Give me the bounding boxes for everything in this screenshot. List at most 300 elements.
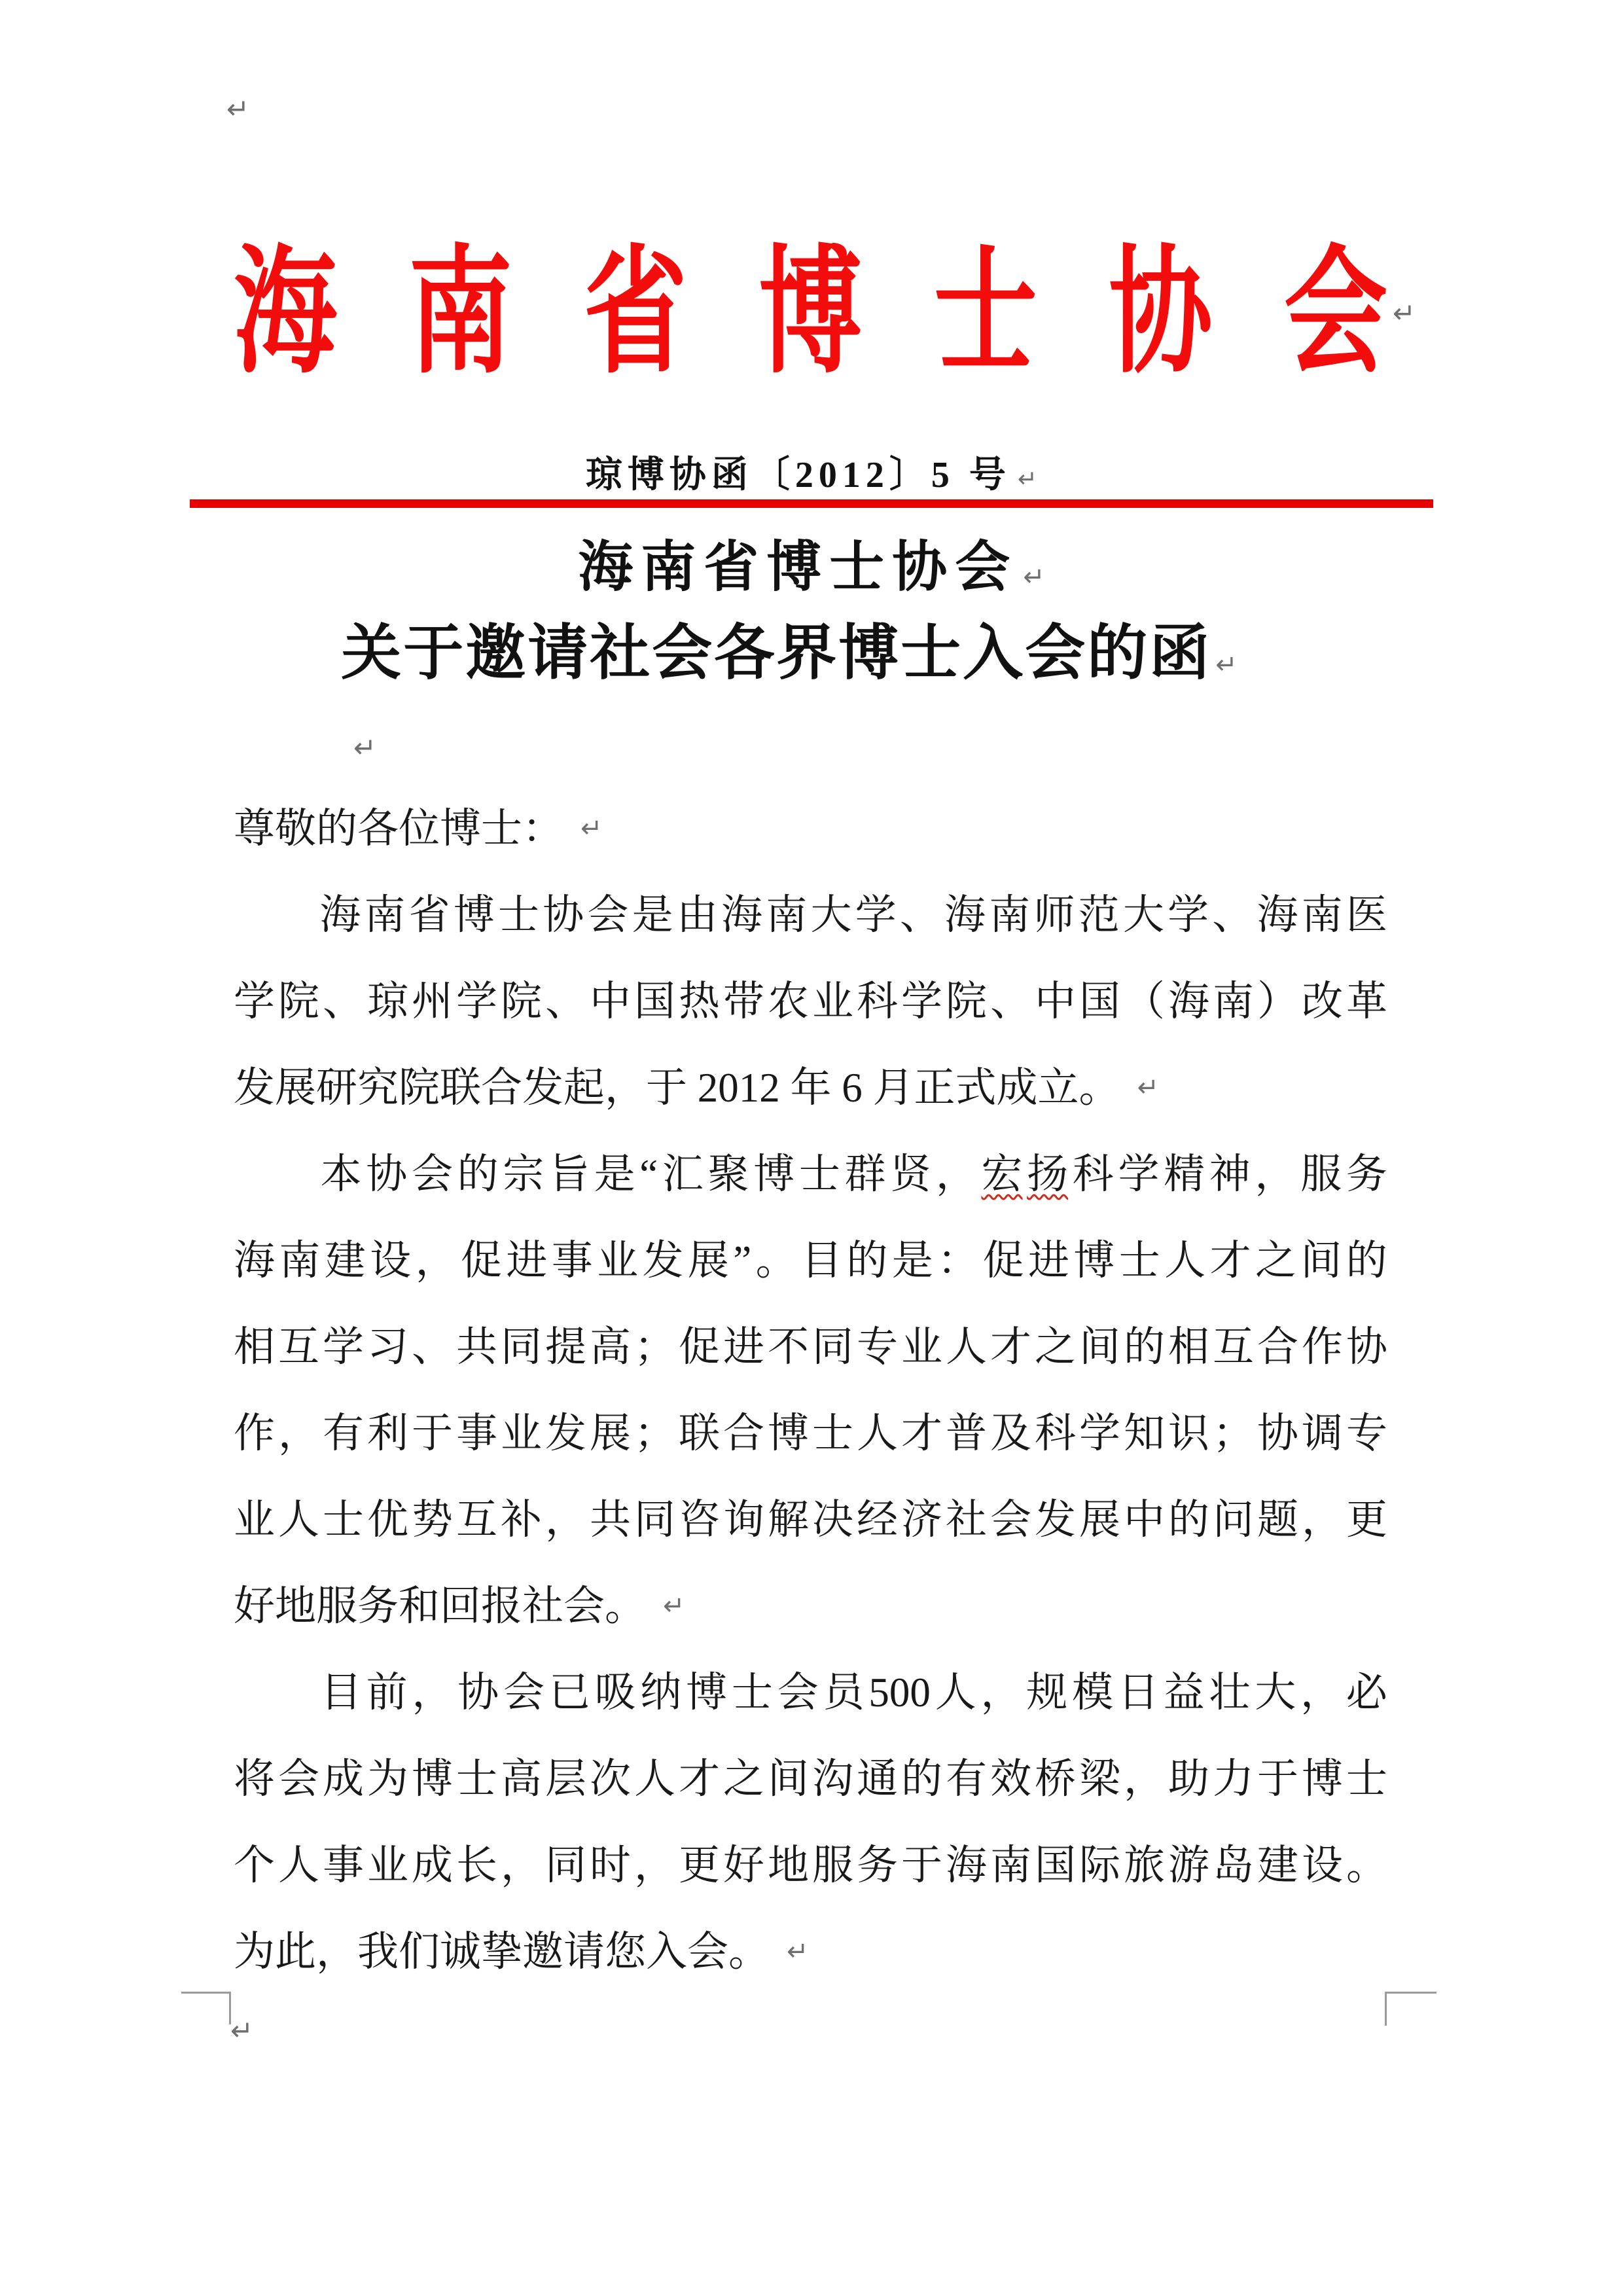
body-char: 作 bbox=[234, 1410, 275, 1456]
paragraph-mark-icon: ↵ bbox=[1023, 562, 1045, 592]
body-char: 南 bbox=[989, 891, 1031, 938]
body-char: 决 bbox=[812, 1496, 853, 1543]
body-char: ， bbox=[545, 1496, 586, 1543]
body-char: 海 bbox=[721, 891, 763, 938]
body-char: 农 bbox=[768, 978, 809, 1024]
body-text bbox=[234, 785, 1387, 1995]
body-line bbox=[234, 958, 1387, 1045]
body-char: 成 bbox=[412, 1842, 453, 1888]
body-char: 南 bbox=[364, 891, 406, 938]
body-char: 学 bbox=[323, 1323, 364, 1370]
body-char: 海 bbox=[946, 1842, 987, 1888]
body-char: 询 bbox=[723, 1496, 764, 1543]
body-char: 宏 bbox=[981, 1151, 1023, 1197]
body-line bbox=[234, 1649, 1387, 1736]
body-char: 梁 bbox=[1079, 1755, 1120, 1802]
body-char: 范 bbox=[1078, 891, 1120, 938]
body-char: 专 bbox=[857, 1323, 898, 1370]
body-char: 发 bbox=[642, 1237, 684, 1283]
body-line bbox=[234, 1045, 1387, 1131]
body-char: ， bbox=[1124, 1755, 1165, 1802]
body-char: ， bbox=[1302, 1496, 1343, 1543]
body-char: 事 bbox=[323, 1842, 364, 1888]
body-char: 中 bbox=[590, 978, 631, 1024]
body-char: 进 bbox=[506, 1237, 548, 1283]
body-char: 旅 bbox=[1124, 1842, 1165, 1888]
body-char: 博 bbox=[1073, 1237, 1115, 1283]
body-char: 有 bbox=[323, 1410, 364, 1456]
body-char: 精 bbox=[1164, 1151, 1205, 1197]
body-char: 科 bbox=[857, 978, 898, 1024]
body-char: 人 bbox=[278, 1496, 319, 1543]
body-char: 次 bbox=[590, 1755, 631, 1802]
body-char: 、 bbox=[323, 978, 364, 1024]
paragraph-mark-icon: ↵ bbox=[353, 732, 377, 764]
body-char: 由 bbox=[676, 891, 718, 938]
body-char: 协 bbox=[1346, 1323, 1387, 1370]
paragraph-mark-icon: ↵ bbox=[226, 93, 250, 125]
body-char: 间 bbox=[1079, 1323, 1120, 1370]
body-char: 旨 bbox=[548, 1151, 590, 1197]
body-char: 会 bbox=[278, 1755, 319, 1802]
body-char: 。 bbox=[1346, 1842, 1387, 1888]
body-char: 才 bbox=[1209, 1237, 1251, 1283]
body-char: 同 bbox=[634, 1496, 675, 1543]
body-char: 及 bbox=[990, 1410, 1031, 1456]
paragraph-mark-icon: ↵ bbox=[1137, 1073, 1160, 1103]
body-char: 设 bbox=[370, 1237, 412, 1283]
body-line bbox=[234, 1131, 1387, 1217]
body-char: 同 bbox=[501, 1323, 542, 1370]
body-char: 士 bbox=[812, 1410, 853, 1456]
body-char: 势 bbox=[412, 1496, 453, 1543]
body-char: 于 bbox=[412, 1410, 453, 1456]
body-char: 是 bbox=[632, 891, 673, 938]
document-title-line2-wrap bbox=[0, 620, 1578, 687]
body-char: 长 bbox=[456, 1842, 497, 1888]
body-char: 大 bbox=[810, 891, 852, 938]
body-char: 互 bbox=[1213, 1323, 1254, 1370]
text-boundary-corner-left bbox=[181, 1992, 231, 2024]
body-char: 海 bbox=[319, 891, 361, 938]
body-char: 南 bbox=[766, 891, 808, 938]
body-char: 协 bbox=[366, 1151, 408, 1197]
body-char: 士 bbox=[323, 1496, 364, 1543]
body-char: 必 bbox=[1346, 1669, 1387, 1715]
body-char: 聚 bbox=[707, 1151, 749, 1197]
body-char: 共 bbox=[590, 1496, 631, 1543]
body-char: 优 bbox=[367, 1496, 408, 1543]
body-char: 设 bbox=[1302, 1842, 1343, 1888]
body-char: 前 bbox=[366, 1669, 408, 1715]
body-char: 成 bbox=[323, 1755, 364, 1802]
body-char: 专 bbox=[1346, 1410, 1387, 1456]
body-char: 展 bbox=[1079, 1496, 1120, 1543]
body-char: 学 bbox=[1118, 1151, 1160, 1197]
body-char: ， bbox=[1300, 1669, 1342, 1715]
paragraph-mark-icon: ↵ bbox=[1393, 297, 1416, 329]
paragraph-mark-icon: ↵ bbox=[580, 814, 603, 844]
body-char: ， bbox=[980, 1669, 1022, 1715]
body-char: 建 bbox=[1257, 1842, 1298, 1888]
body-char: 目 bbox=[801, 1237, 843, 1283]
paragraph-mark-icon: ↵ bbox=[663, 1591, 685, 1621]
body-char: 南 bbox=[990, 1842, 1031, 1888]
body-char: 会 bbox=[411, 1151, 453, 1197]
body-char: 服 bbox=[1300, 1151, 1342, 1197]
body-char: 业 bbox=[501, 1410, 542, 1456]
body-char: 习 bbox=[367, 1323, 408, 1370]
org-title-char: 协 bbox=[1109, 238, 1213, 390]
body-char: ） bbox=[1257, 978, 1298, 1024]
body-char: 业 bbox=[812, 978, 853, 1024]
body-line bbox=[234, 1822, 1387, 1909]
org-title-char: 会 bbox=[1284, 238, 1387, 390]
body-char: 之 bbox=[723, 1755, 764, 1802]
letterhead-org-title bbox=[234, 238, 1387, 390]
body-char: 个 bbox=[234, 1842, 275, 1888]
document-title-line2: 关于邀请社会各界博士入会的函 bbox=[341, 620, 1212, 687]
body-char: 的 bbox=[901, 1755, 942, 1802]
body-char: 、 bbox=[899, 891, 941, 938]
body-char: 师 bbox=[1033, 891, 1075, 938]
org-title-char: 南 bbox=[408, 238, 512, 390]
body-char: 博 bbox=[412, 1755, 453, 1802]
body-char: 调 bbox=[1302, 1410, 1343, 1456]
body-char: ， bbox=[415, 1237, 457, 1283]
org-title-char: 博 bbox=[758, 238, 863, 390]
document-number-line bbox=[0, 454, 1623, 496]
body-char: 士 bbox=[1346, 1755, 1387, 1802]
body-char: ， bbox=[634, 1842, 675, 1888]
body-char: 之 bbox=[1255, 1237, 1296, 1283]
body-char: 博 bbox=[768, 1410, 809, 1456]
body-char: 士 bbox=[1118, 1237, 1160, 1283]
body-char: 贤 bbox=[890, 1151, 932, 1197]
body-char: 热 bbox=[679, 978, 720, 1024]
body-char: 人 bbox=[278, 1842, 319, 1888]
body-char: 海 bbox=[234, 1237, 275, 1283]
body-char: 州 bbox=[412, 978, 453, 1024]
body-char: 扬 bbox=[1027, 1151, 1069, 1197]
body-char: 协 bbox=[1257, 1410, 1298, 1456]
body-char: ， bbox=[501, 1842, 542, 1888]
body-char: 士 bbox=[798, 1151, 840, 1197]
body-char: 人 bbox=[946, 1323, 987, 1370]
body-char: ” bbox=[733, 1237, 752, 1283]
body-char: 革 bbox=[1346, 978, 1387, 1024]
body-char: 是 bbox=[594, 1151, 635, 1197]
body-char: 经 bbox=[857, 1496, 898, 1543]
body-char: 社 bbox=[946, 1496, 987, 1543]
body-char: 业 bbox=[901, 1323, 942, 1370]
body-char: 、 bbox=[545, 978, 586, 1024]
body-char: 会 bbox=[587, 891, 629, 938]
body-char: 、 bbox=[990, 978, 1031, 1024]
body-char: 的 bbox=[1346, 1237, 1387, 1283]
body-char: 层 bbox=[545, 1755, 586, 1802]
body-char: 咨 bbox=[679, 1496, 720, 1543]
document-number: 琼博协函〔2012〕5 号 bbox=[585, 455, 1011, 495]
body-char: 的 bbox=[457, 1151, 499, 1197]
body-line-text: 为此，我们诚挚邀请您入会。 bbox=[234, 1928, 770, 1975]
body-char: 同 bbox=[812, 1323, 853, 1370]
body-char: ， bbox=[278, 1410, 319, 1456]
body-char: 相 bbox=[1168, 1323, 1209, 1370]
body-char: 科 bbox=[1035, 1410, 1076, 1456]
body-char: 吸 bbox=[594, 1669, 636, 1715]
body-char: 士 bbox=[498, 891, 540, 938]
body-char: 博 bbox=[453, 891, 495, 938]
body-char: 业 bbox=[234, 1496, 275, 1543]
body-char: ， bbox=[935, 1151, 977, 1197]
body-char: 学 bbox=[234, 978, 275, 1024]
body-char: 人 bbox=[634, 1755, 675, 1802]
body-char: 业 bbox=[597, 1237, 639, 1283]
body-char: “ bbox=[639, 1151, 658, 1197]
body-char: 际 bbox=[1079, 1842, 1120, 1888]
body-char: 省 bbox=[408, 891, 450, 938]
body-char: 中 bbox=[1035, 978, 1076, 1024]
body-char: 好 bbox=[723, 1842, 764, 1888]
body-char: 会 bbox=[503, 1669, 544, 1715]
body-char: 知 bbox=[1124, 1410, 1165, 1456]
body-char: 发 bbox=[545, 1410, 586, 1456]
body-char: 博 bbox=[1302, 1755, 1343, 1802]
body-char: 医 bbox=[1346, 891, 1387, 938]
text-boundary-corner-right bbox=[1385, 1992, 1436, 2026]
paragraph-mark-icon: ↵ bbox=[230, 2015, 254, 2047]
document-title-line1-wrap bbox=[0, 537, 1623, 598]
body-char: 会 bbox=[990, 1496, 1031, 1543]
body-char: 进 bbox=[1028, 1237, 1069, 1283]
body-char: 大 bbox=[1122, 891, 1164, 938]
body-char: 桥 bbox=[1035, 1755, 1076, 1802]
body-char: ， bbox=[1255, 1151, 1296, 1197]
body-char: 海 bbox=[1257, 891, 1298, 938]
body-char: 作 bbox=[1302, 1323, 1343, 1370]
body-char: ； bbox=[634, 1323, 675, 1370]
body-char: 院 bbox=[278, 978, 319, 1024]
body-char: 沟 bbox=[812, 1755, 853, 1802]
body-char: 南 bbox=[1301, 891, 1343, 938]
body-char: 南 bbox=[279, 1237, 321, 1283]
body-char: 壮 bbox=[1209, 1669, 1251, 1715]
body-char: 国 bbox=[1079, 978, 1120, 1024]
body-char: 才 bbox=[990, 1323, 1031, 1370]
body-char: 促 bbox=[460, 1237, 502, 1283]
body-char: 国 bbox=[634, 978, 675, 1024]
body-char: 才 bbox=[901, 1410, 942, 1456]
body-char: 于 bbox=[901, 1842, 942, 1888]
paragraph-mark-icon: ↵ bbox=[1215, 650, 1238, 680]
body-char: 国 bbox=[1035, 1842, 1076, 1888]
body-char: 促 bbox=[982, 1237, 1024, 1283]
body-char: 联 bbox=[679, 1410, 720, 1456]
body-char: 士 bbox=[456, 1755, 497, 1802]
body-char: 士 bbox=[731, 1669, 773, 1715]
body-char: 益 bbox=[1163, 1669, 1205, 1715]
body-char: 群 bbox=[844, 1151, 886, 1197]
body-char: 南 bbox=[1213, 978, 1254, 1024]
body-char: 才 bbox=[679, 1755, 720, 1802]
body-char: 问 bbox=[1213, 1496, 1254, 1543]
body-char: 人 bbox=[935, 1669, 976, 1715]
body-char: 海 bbox=[1168, 978, 1209, 1024]
body-char: 宗 bbox=[503, 1151, 544, 1197]
body-char: 业 bbox=[367, 1842, 408, 1888]
body-char: 促 bbox=[679, 1323, 720, 1370]
body-char: 、 bbox=[1212, 891, 1254, 938]
body-char: 相 bbox=[234, 1323, 275, 1370]
body-char: 学 bbox=[855, 891, 897, 938]
body-char: 间 bbox=[768, 1755, 809, 1802]
body-char: 解 bbox=[768, 1496, 809, 1543]
body-char: 的 bbox=[1124, 1323, 1165, 1370]
body-char: 题 bbox=[1257, 1496, 1298, 1543]
body-line-text: 好地服务和回报社会。 bbox=[234, 1583, 646, 1629]
body-char: 博 bbox=[686, 1669, 728, 1715]
body-char: 员 bbox=[823, 1669, 865, 1715]
body-char: 力 bbox=[1213, 1755, 1254, 1802]
body-char: 时 bbox=[590, 1842, 631, 1888]
body-line bbox=[234, 1304, 1387, 1390]
body-char: 、 bbox=[412, 1323, 453, 1370]
body-char: （ bbox=[1124, 978, 1165, 1024]
body-line bbox=[234, 1909, 1387, 1995]
body-char: 的 bbox=[1168, 1496, 1209, 1543]
body-char: 改 bbox=[1302, 978, 1343, 1024]
document-title-line1: 海南省博士协会 bbox=[578, 537, 1018, 598]
body-char: 建 bbox=[324, 1237, 366, 1283]
body-char: 服 bbox=[812, 1842, 853, 1888]
body-char: 日 bbox=[1117, 1669, 1159, 1715]
body-char: 提 bbox=[545, 1323, 586, 1370]
body-char: 本 bbox=[320, 1151, 362, 1197]
body-char: 博 bbox=[753, 1151, 795, 1197]
body-char: 事 bbox=[456, 1410, 497, 1456]
body-char: 补 bbox=[501, 1496, 542, 1543]
body-char: 互 bbox=[456, 1496, 497, 1543]
body-char: 是 bbox=[891, 1237, 933, 1283]
body-char: 间 bbox=[1300, 1237, 1342, 1283]
body-line bbox=[234, 1390, 1387, 1477]
body-char: ； bbox=[1213, 1410, 1254, 1456]
body-char: 合 bbox=[723, 1410, 764, 1456]
body-char: 的 bbox=[846, 1237, 888, 1283]
body-char: 同 bbox=[545, 1842, 586, 1888]
body-char: 已 bbox=[548, 1669, 590, 1715]
body-char: 不 bbox=[768, 1323, 809, 1370]
body-char: 普 bbox=[946, 1410, 987, 1456]
body-char: 高 bbox=[590, 1323, 631, 1370]
body-char: 利 bbox=[367, 1410, 408, 1456]
body-char: 院 bbox=[501, 978, 542, 1024]
body-char: 会 bbox=[777, 1669, 819, 1715]
body-char: 更 bbox=[1346, 1496, 1387, 1543]
body-char: 地 bbox=[768, 1842, 809, 1888]
body-char: 务 bbox=[857, 1842, 898, 1888]
body-char: 海 bbox=[944, 891, 986, 938]
body-char: 有 bbox=[946, 1755, 987, 1802]
body-char: 通 bbox=[857, 1755, 898, 1802]
body-char: 带 bbox=[723, 978, 764, 1024]
body-char: 纳 bbox=[640, 1669, 682, 1715]
body-char: 协 bbox=[543, 891, 584, 938]
body-line bbox=[234, 1217, 1387, 1304]
body-line-text: 尊敬的各位博士： bbox=[234, 805, 563, 852]
body-line bbox=[234, 785, 1387, 872]
body-char: 协 bbox=[457, 1669, 499, 1715]
body-line bbox=[234, 1563, 1387, 1649]
body-char: 大 bbox=[1255, 1669, 1296, 1715]
body-char: 发 bbox=[1035, 1496, 1076, 1543]
body-char: 进 bbox=[723, 1323, 764, 1370]
body-char: 科 bbox=[1072, 1151, 1114, 1197]
body-char: 事 bbox=[551, 1237, 593, 1283]
body-char: 模 bbox=[1072, 1669, 1114, 1715]
body-char: 于 bbox=[1257, 1755, 1298, 1802]
body-char: ： bbox=[937, 1237, 979, 1283]
body-char: 合 bbox=[1257, 1323, 1298, 1370]
body-char: 为 bbox=[367, 1755, 408, 1802]
body-char: 人 bbox=[1164, 1237, 1206, 1283]
body-char: 人 bbox=[857, 1410, 898, 1456]
body-line bbox=[234, 1477, 1387, 1563]
body-char: 展 bbox=[687, 1237, 729, 1283]
body-char: 院 bbox=[946, 978, 987, 1024]
body-char: 济 bbox=[901, 1496, 942, 1543]
body-line-text: 发展研究院联合发起，于 2012 年 6 月正式成立。 bbox=[234, 1064, 1120, 1111]
body-char: 展 bbox=[590, 1410, 631, 1456]
body-char: 助 bbox=[1168, 1755, 1209, 1802]
body-char: 。 bbox=[755, 1237, 797, 1283]
org-title-char: 海 bbox=[234, 238, 337, 390]
body-char: 更 bbox=[679, 1842, 720, 1888]
body-line bbox=[234, 872, 1387, 958]
body-char: 汇 bbox=[662, 1151, 704, 1197]
body-char: 效 bbox=[990, 1755, 1031, 1802]
body-char: 务 bbox=[1346, 1151, 1387, 1197]
body-char: 互 bbox=[278, 1323, 319, 1370]
paragraph-mark-icon: ↵ bbox=[787, 1937, 809, 1967]
body-char: 学 bbox=[1079, 1410, 1120, 1456]
body-char: 学 bbox=[901, 978, 942, 1024]
body-line bbox=[234, 1736, 1387, 1822]
body-char: 琼 bbox=[367, 978, 408, 1024]
org-title-char: 省 bbox=[584, 238, 687, 390]
body-char: 神 bbox=[1209, 1151, 1251, 1197]
org-title-char: 士 bbox=[934, 238, 1037, 390]
body-char: 游 bbox=[1168, 1842, 1209, 1888]
paragraph-mark-icon: ↵ bbox=[1017, 466, 1038, 493]
body-char: ； bbox=[634, 1410, 675, 1456]
red-separator-rule bbox=[190, 499, 1433, 508]
body-char: 将 bbox=[234, 1755, 275, 1802]
body-char: 岛 bbox=[1213, 1842, 1254, 1888]
body-char: 学 bbox=[1168, 891, 1209, 938]
body-char: 学 bbox=[456, 978, 497, 1024]
body-char: 共 bbox=[456, 1323, 497, 1370]
body-char: 识 bbox=[1168, 1410, 1209, 1456]
body-char: 500 bbox=[868, 1669, 931, 1715]
body-char: ， bbox=[412, 1669, 454, 1715]
body-char: 规 bbox=[1026, 1669, 1068, 1715]
body-char: 目 bbox=[320, 1669, 362, 1715]
body-char: 中 bbox=[1124, 1496, 1165, 1543]
body-char: 高 bbox=[501, 1755, 542, 1802]
body-char: 之 bbox=[1035, 1323, 1076, 1370]
